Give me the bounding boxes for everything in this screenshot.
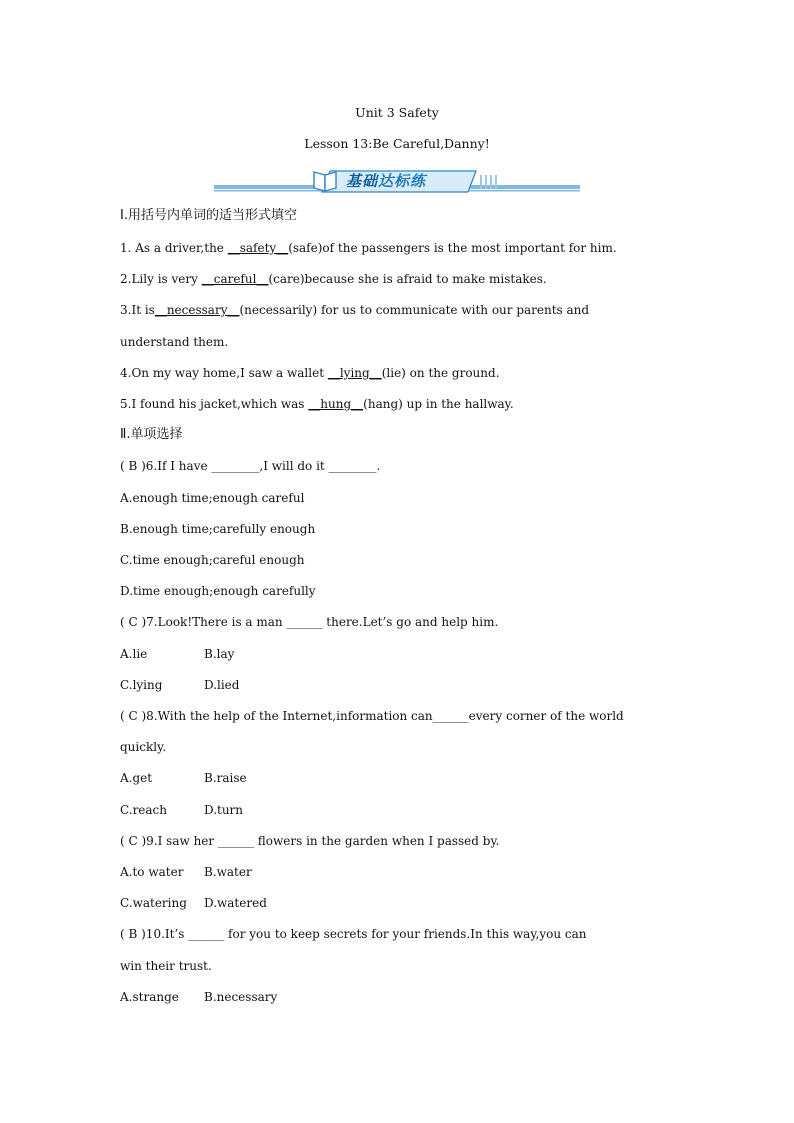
q2-answer: __careful__ — [201, 272, 269, 286]
q4-post: (lie) on the ground. — [381, 366, 500, 380]
q4-answer: __lying__ — [327, 366, 382, 380]
q9-option-c: C.watering — [120, 896, 187, 910]
question-6: ( B )6.If I have ________,I will do it ________. — [120, 459, 381, 473]
banner-label-b: 达标练 — [378, 172, 427, 190]
q10-options-ab — [120, 989, 690, 1005]
q9-option-a: A.to water — [120, 865, 184, 879]
q1-pre: 1. As a driver,the — [120, 241, 228, 255]
q5-answer: __hung__ — [308, 397, 364, 411]
q4-pre: 4.On my way home,I saw a wallet — [120, 366, 328, 380]
book-icon — [314, 172, 336, 191]
unit-title: Unit 3 Safety — [355, 105, 439, 120]
lesson-title: Lesson 13:Be Careful,Danny! — [304, 136, 490, 151]
question-3-cont: understand them. — [120, 335, 229, 349]
q7-option-c: C.lying — [120, 678, 163, 692]
q2-post: (care)because she is afraid to make mistakes. — [268, 272, 547, 286]
q1-post: (safe)of the passengers is the most important for him. — [288, 241, 617, 255]
q10-option-a: A.strange — [120, 990, 179, 1004]
q9-option-d: D.watered — [204, 896, 267, 910]
q7-option-a: A.lie — [120, 647, 148, 661]
q8-options-ab — [120, 770, 690, 786]
q6-option-a: A.enough time;enough careful — [120, 491, 305, 505]
question-8-cont: quickly. — [120, 740, 167, 754]
question-10: ( B )10.It’s ______ for you to keep secrets for your friends.In this way,you can — [120, 927, 587, 941]
q7-option-b: B.lay — [204, 647, 235, 661]
section-heading-2: Ⅱ.单项选择 — [120, 427, 183, 442]
q8-option-b: B.raise — [204, 771, 247, 785]
q9-options-ab — [120, 864, 690, 880]
q7-option-d: D.lied — [204, 678, 240, 692]
q1-answer: __safety__ — [227, 241, 289, 255]
question-1 — [120, 240, 690, 256]
q7-options-cd — [120, 677, 690, 693]
q5-post: (hang) up in the hallway. — [363, 397, 514, 411]
section-heading-1: Ⅰ.用括号内单词的适当形式填空 — [120, 208, 297, 223]
question-2 — [120, 271, 690, 287]
q6-option-b: B.enough time;carefully enough — [120, 522, 316, 536]
question-9: ( C )9.I saw her ______ flowers in the garden when I passed by. — [120, 834, 500, 848]
q8-options-cd — [120, 802, 690, 818]
question-10-cont: win their trust. — [120, 959, 212, 973]
question-5 — [120, 396, 690, 412]
q6-option-d: D.time enough;enough carefully — [120, 584, 316, 598]
question-4 — [120, 365, 690, 381]
question-3 — [120, 302, 690, 318]
q9-option-b: B.water — [204, 865, 252, 879]
question-8: ( C )8.With the help of the Internet,information can______every corner of the world — [120, 709, 624, 723]
q3-post: (necessarily) for us to communicate with our parents and — [239, 303, 590, 317]
q6-option-c: C.time enough;careful enough — [120, 553, 305, 567]
q8-option-a: A.get — [120, 771, 153, 785]
question-7: ( C )7.Look!There is a man ______ there.Let’s go and help him. — [120, 615, 499, 629]
q3-pre: 3.It is — [120, 303, 155, 317]
section-banner — [214, 167, 580, 195]
q8-option-c: C.reach — [120, 803, 168, 817]
banner-label — [346, 170, 426, 191]
q10-option-b: B.necessary — [204, 990, 278, 1004]
q3-answer: __necessary__ — [154, 303, 240, 317]
q8-option-d: D.turn — [204, 803, 244, 817]
q5-pre: 5.I found his jacket,which was — [120, 397, 309, 411]
q7-options-ab — [120, 646, 690, 662]
banner-label-a: 基础 — [346, 172, 379, 190]
q2-pre: 2.Lily is very — [120, 272, 202, 286]
q9-options-cd — [120, 895, 690, 911]
